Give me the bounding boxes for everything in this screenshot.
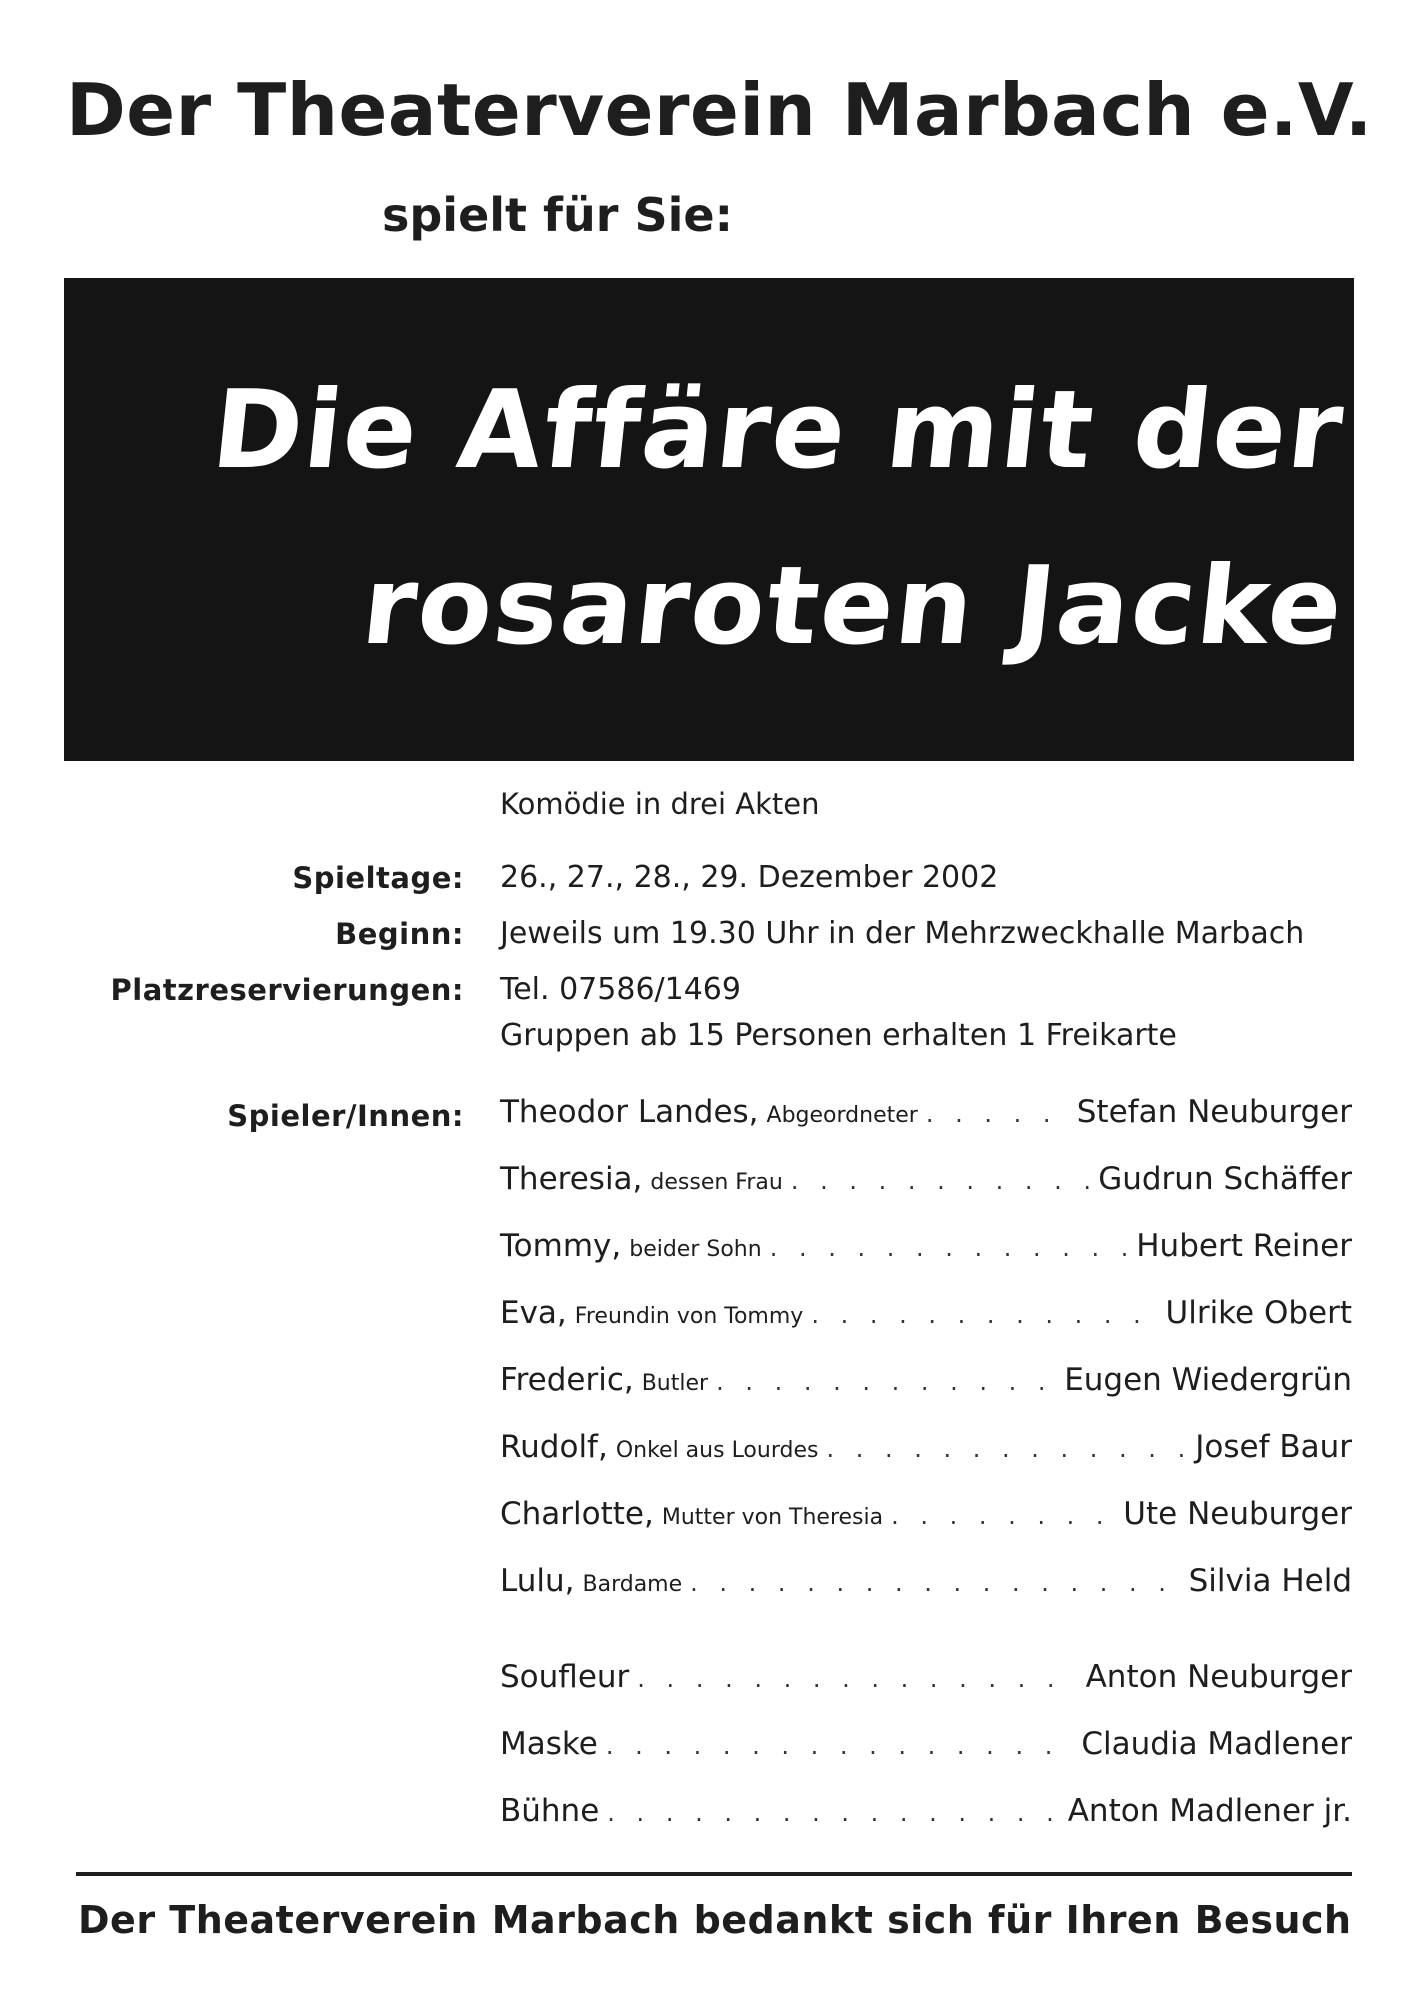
cast-actor: Stefan Neuburger bbox=[1076, 1094, 1352, 1130]
crew-row bbox=[500, 1726, 1352, 1770]
cast-row bbox=[500, 1295, 1352, 1339]
cast-role-description: Abgeordneter bbox=[766, 1103, 918, 1128]
cast-row bbox=[500, 1228, 1352, 1272]
cast-actor: Eugen Wiedergrün bbox=[1064, 1362, 1352, 1398]
cast-role: Tommy, bbox=[500, 1228, 622, 1264]
crew-role: Bühne bbox=[500, 1793, 600, 1829]
dot-leader bbox=[826, 1435, 1187, 1463]
spieltage-label: Spieltage: bbox=[292, 861, 464, 895]
reservation-note: Gruppen ab 15 Personen erhalten 1 Freikarte bbox=[500, 1018, 1177, 1053]
crew-role: Maske bbox=[500, 1726, 598, 1762]
cast-role-description: Onkel aus Lourdes bbox=[615, 1438, 819, 1463]
dot-leader bbox=[637, 1665, 1077, 1693]
play-title-line-2: rosaroten Jacke bbox=[356, 544, 1351, 669]
footer-thanks: Der Theaterverein Marbach bedankt sich für Ihren Besuch bbox=[78, 1898, 1352, 1942]
dot-leader bbox=[926, 1100, 1069, 1128]
spieltage-value: 26., 27., 28., 29. Dezember 2002 bbox=[500, 860, 999, 895]
cast-actor: Gudrun Schäffer bbox=[1098, 1161, 1352, 1197]
cast-actor: Ulrike Obert bbox=[1165, 1295, 1352, 1331]
cast-role-description: Freundin von Tommy bbox=[574, 1304, 804, 1329]
organization-title: Der Theaterverein Marbach e.V. bbox=[66, 68, 1373, 152]
dot-leader bbox=[607, 1799, 1059, 1827]
cast-role-description: Bardame bbox=[582, 1572, 683, 1597]
cast-row bbox=[500, 1496, 1352, 1540]
dot-leader bbox=[770, 1234, 1129, 1262]
reservation-phone: Tel. 07586/1469 bbox=[500, 972, 741, 1007]
cast-role: Theodor Landes, bbox=[500, 1094, 759, 1130]
cast-role: Lulu, bbox=[500, 1563, 575, 1599]
beginn-label: Beginn: bbox=[335, 917, 464, 951]
cast-actor: Silvia Held bbox=[1188, 1563, 1352, 1599]
beginn-value: Jeweils um 19.30 Uhr in der Mehrzweckhalle Marbach bbox=[500, 916, 1305, 951]
cast-role: Rudolf, bbox=[500, 1429, 608, 1465]
cast-role-description: Butler bbox=[641, 1371, 709, 1396]
cast-actor: Josef Baur bbox=[1195, 1429, 1352, 1465]
dot-leader bbox=[606, 1732, 1074, 1760]
crew-member: Claudia Madlener bbox=[1081, 1726, 1352, 1762]
crew-member: Anton Madlener jr. bbox=[1067, 1793, 1352, 1829]
cast-role-description: Mutter von Theresia bbox=[661, 1505, 884, 1530]
cast-role: Theresia, bbox=[500, 1161, 643, 1197]
dot-leader bbox=[811, 1301, 1157, 1329]
play-title-line-1: Die Affäre mit der bbox=[206, 368, 1351, 493]
cast-actor: Ute Neuburger bbox=[1123, 1496, 1352, 1532]
cast-actor: Hubert Reiner bbox=[1136, 1228, 1352, 1264]
cast-row bbox=[500, 1429, 1352, 1473]
subtitle: spielt für Sie: bbox=[382, 188, 733, 242]
dot-leader bbox=[716, 1368, 1056, 1396]
crew-row bbox=[500, 1793, 1352, 1837]
crew-role: Soufleur bbox=[500, 1659, 630, 1695]
cast-role-description: dessen Frau bbox=[650, 1170, 783, 1195]
cast-row bbox=[500, 1563, 1352, 1607]
divider bbox=[76, 1872, 1352, 1876]
genre: Komödie in drei Akten bbox=[500, 787, 820, 821]
cast-role: Frederic, bbox=[500, 1362, 634, 1398]
dot-leader bbox=[891, 1502, 1115, 1530]
cast-role: Eva, bbox=[500, 1295, 567, 1331]
dot-leader bbox=[690, 1569, 1180, 1597]
reservation-label: Platzreservierungen: bbox=[110, 973, 464, 1007]
crew-row bbox=[500, 1659, 1352, 1703]
dot-leader bbox=[791, 1167, 1090, 1195]
cast-role: Charlotte, bbox=[500, 1496, 654, 1532]
cast-label: Spieler/Innen: bbox=[227, 1099, 464, 1133]
title-banner bbox=[64, 278, 1354, 761]
cast-row bbox=[500, 1094, 1352, 1138]
cast-role-description: beider Sohn bbox=[629, 1237, 762, 1262]
crew-member: Anton Neuburger bbox=[1085, 1659, 1352, 1695]
cast-row bbox=[500, 1362, 1352, 1406]
cast-row bbox=[500, 1161, 1352, 1205]
